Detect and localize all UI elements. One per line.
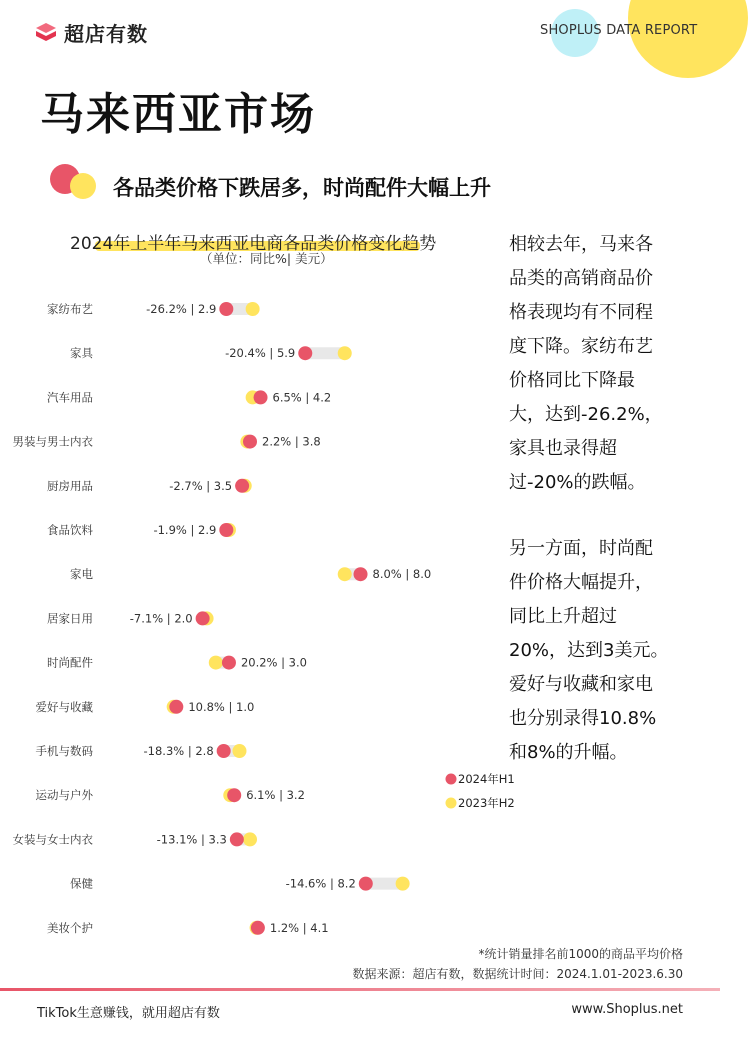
dot-2024-h1 <box>196 611 210 625</box>
dot-2024-h1 <box>354 567 368 581</box>
category-label: 女装与女士内衣 <box>12 832 93 847</box>
dot-2024-h1 <box>227 788 241 802</box>
category-label: 厨房用品 <box>47 478 93 493</box>
category-label: 家电 <box>70 567 93 582</box>
subtitle-yellow-dot-icon <box>70 173 96 199</box>
category-label: 家纺布艺 <box>47 302 93 316</box>
side-paragraph-2: 另一方面，时尚配件价格大幅提升，同比上升超过20%，达到3美元。爱好与收藏和家电也分别录得10.8%和8%的升幅。 <box>509 538 669 763</box>
dot-2024-h1 <box>235 479 249 493</box>
category-label: 时尚配件 <box>47 655 93 670</box>
category-label: 手机与数码 <box>35 744 93 758</box>
footer-divider <box>0 988 720 991</box>
value-label: 6.5% | 4.2 <box>272 390 332 405</box>
dot-2024-h1 <box>254 390 268 404</box>
value-label: -26.2% | 2.9 <box>146 302 217 316</box>
brand-logo <box>34 18 148 47</box>
dot-2023-h2 <box>246 302 260 316</box>
dot-2024-h1 <box>298 346 312 360</box>
footer-website[interactable]: www.Shoplus.net <box>571 1002 683 1017</box>
dot-2024-h1 <box>219 302 233 316</box>
data-source: 数据来源：超店有数，数据统计时间：2024.1.01-2023.6.30 <box>352 967 683 981</box>
value-label: 6.1% | 3.2 <box>246 788 305 803</box>
category-label: 运动与户外 <box>35 788 93 803</box>
dot-2024-h1 <box>243 435 257 449</box>
category-label: 保健 <box>70 876 93 891</box>
value-label: -1.9% | 2.9 <box>153 523 217 537</box>
page-title: 马来西亚市场 <box>40 89 316 140</box>
value-label: -18.3% | 2.8 <box>143 744 214 758</box>
category-label: 男装与男士内衣 <box>12 434 93 449</box>
value-label: -14.6% | 8.2 <box>285 876 356 891</box>
dot-2023-h2 <box>396 877 410 891</box>
footer-slogan: TikTok生意赚钱，就用超店有数 <box>37 1006 220 1021</box>
chart-title: 2024年上半年马来西亚电商各品类价格变化趋势 <box>70 234 437 254</box>
dot-2024-h1 <box>230 832 244 846</box>
category-label: 家具 <box>70 346 93 361</box>
dumbbell-chart <box>0 280 515 945</box>
category-label: 美妆个护 <box>47 920 93 935</box>
value-label: -13.1% | 3.3 <box>156 832 227 847</box>
category-label: 居家日用 <box>47 611 93 626</box>
category-label: 食品饮料 <box>47 523 93 537</box>
category-label: 汽车用品 <box>47 390 93 405</box>
category-label: 爱好与收藏 <box>35 699 93 714</box>
value-label: 8.0% | 8.0 <box>372 567 432 582</box>
value-label: 10.8% | 1.0 <box>188 699 255 714</box>
dot-2024-h1 <box>219 523 233 537</box>
dot-2024-h1 <box>169 700 183 714</box>
dot-2023-h2 <box>243 832 257 846</box>
value-label: 2.2% | 3.8 <box>262 434 321 449</box>
legend-dot-icon <box>446 798 457 809</box>
value-label: 1.2% | 4.1 <box>269 920 329 935</box>
dot-2024-h1 <box>222 656 236 670</box>
dot-2024-h1 <box>217 744 231 758</box>
footnote: *统计销量排名前1000的商品平均价格 <box>478 947 683 961</box>
dot-2023-h2 <box>338 346 352 360</box>
dot-2024-h1 <box>251 921 265 935</box>
dot-2023-h2 <box>338 567 352 581</box>
dot-2024-h1 <box>359 877 373 891</box>
value-label: 20.2% | 3.0 <box>240 655 307 670</box>
dot-2023-h2 <box>209 656 223 670</box>
legend-label: 2023年H2 <box>458 796 515 810</box>
dot-2023-h2 <box>232 744 246 758</box>
legend-dot-icon <box>446 774 457 785</box>
decor-yellow-circle <box>628 0 748 78</box>
value-label: -7.1% | 2.0 <box>129 611 193 626</box>
value-label: -20.4% | 5.9 <box>225 346 296 361</box>
legend-label: 2024年H1 <box>458 772 515 786</box>
chart-unit-note: （单位：同比%| 美元） <box>200 251 333 266</box>
value-label: -2.7% | 3.5 <box>169 478 233 493</box>
brand-name: 超店有数 <box>64 22 148 46</box>
subtitle: 各品类价格下跌居多，时尚配件大幅上升 <box>113 176 491 200</box>
brand-logo-icon <box>34 21 58 45</box>
side-paragraph-1: 相较去年，马来各品类的高销商品价格表现均有不同程度下降。家纺布艺价格同比下降最大，达到-26.2%，家具也录得超过-20%的跌幅。 <box>509 234 663 493</box>
report-label: SHOPLUS DATA REPORT <box>540 23 698 38</box>
